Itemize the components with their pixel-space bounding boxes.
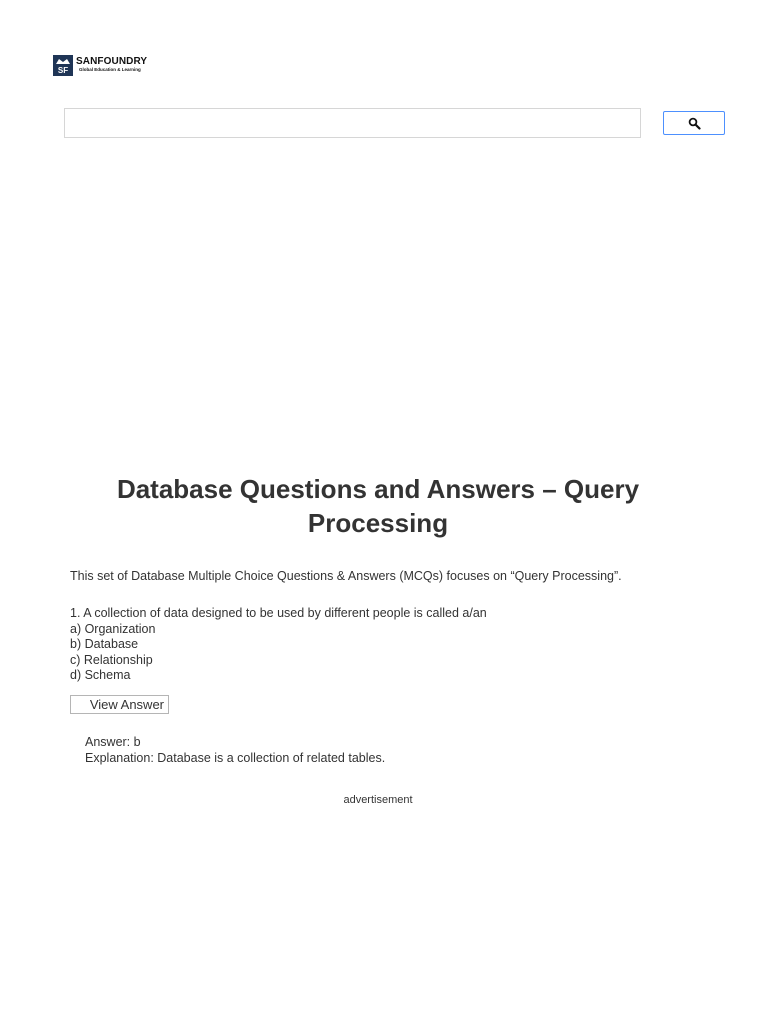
option-b: b) Database <box>70 637 139 651</box>
book-roof-icon <box>56 58 70 64</box>
option-c: c) Relationship <box>70 652 153 667</box>
question-block <box>70 606 487 684</box>
question-text: 1. A collection of data designed to be used by different people is called a/an <box>70 606 487 620</box>
logo-mark-icon <box>53 55 73 76</box>
option-d: d) Schema <box>70 668 131 682</box>
search-input[interactable] <box>64 108 641 138</box>
site-logo[interactable] <box>53 55 147 76</box>
intro-text: This set of Database Multiple Choice Questions & Answers (MCQs) focuses on “Query Processing”. <box>70 569 622 583</box>
brand-name: SANFOUNDRY <box>76 56 148 67</box>
explanation-text: Explanation: Database is a collection of related tables. <box>85 751 386 765</box>
view-answer-button[interactable]: View Answer <box>70 695 169 714</box>
answer-block <box>85 734 385 766</box>
brand-tagline: Global Education & Learning <box>79 67 141 72</box>
page-title: Database Questions and Answers – Query Processing <box>116 474 640 538</box>
option-a: a) Organization <box>70 621 156 636</box>
search-button[interactable] <box>663 111 725 135</box>
search-icon <box>688 117 701 130</box>
answer-text: Answer: b <box>85 735 141 749</box>
advertisement-label: advertisement <box>343 794 413 806</box>
logo-mark-text: SF <box>57 66 69 75</box>
